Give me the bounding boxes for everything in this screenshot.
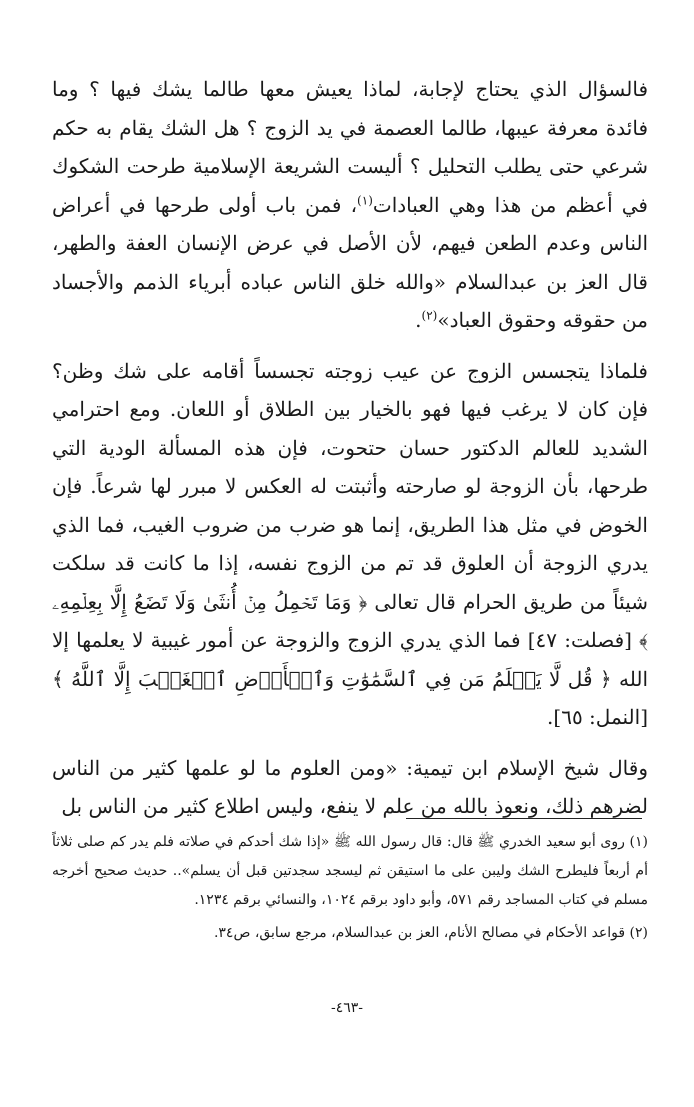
paragraph: وقال شيخ الإسلام ابن تيمية: «ومن العلوم ما لو علمها كثير من الناس لضرهم ذلك، ونعوذ بالله من علم لا ينفع، وليس اطلاع كثير من الناس بل: [52, 755, 648, 818]
footnote-divider: [406, 818, 642, 819]
page-number: -٤٦٣-: [330, 1000, 364, 1016]
main-text: [52, 70, 648, 826]
paragraph-text: فالسؤال الذي يحتاج لإجابة، لماذا يعيش معها طالما يشك فيها ؟ وما فائدة معرفة عيبها، طالما العصمة في يد الزوج ؟ هل الشك يقام به حكم شرعي حتى يطلب التحليل ؟ أليست الشريعة الإسلامية طرحت الشكوك في أعظم من هذا وهي العبادات: [52, 77, 648, 217]
footnote-ref-2: (٢): [421, 308, 438, 323]
paragraph: فلماذا يتجسس الزوج عن عيب زوجته تجسساً أقامه على شك وظن؟ فإن كان لا يرغب فيها فهو بالخيار بين الطلاق أو اللعان. ومع احترامي الشديد للعالم الدكتور حسان حتحوت، فإن هذه المسألة الودية التي طرحها، بأن الزوجة لو صارحته وأثبتت له العكس لا مبرر لها شرعاً. فإن الخوض في مثل هذا الطريق، إنما هو ضرب من ضروب الغيب، فما الذي يدري الزوجة أن العلوق قد تم من الزوج نفسه، إذا ما كانت قد سلكت شيئاً من طريق الحرام قال تعالى ﴿ وَمَا تَحۡمِلُ مِنۡ أُنثَىٰ وَلَا تَضَعُ إِلَّا بِعِلۡمِهِۦ ﴾ [فصلت: ٤٧] فما الذي يدري الزوج والزوجة عن أمور غيبية لا يعلمها إلا الله ﴿ قُل لَّا يَعۡلَمُ مَن فِي ٱلسَّمَٰوَٰتِ وَٱلۡأَرۡضِ ٱلۡغَيۡبَ إِلَّا ٱللَّهُ ﴾ [النمل: ٦٥].: [52, 358, 648, 729]
paragraph-text: .: [415, 308, 422, 332]
footnote-ref-1: (١): [357, 192, 373, 207]
paragraph: [52, 70, 648, 340]
footnote-2: (٢) قواعد الأحكام في مصالح الأنام، العز بن عبدالسلام، مرجع سابق، ص٣٤.: [213, 925, 648, 941]
paragraph-text: ، فمن باب أولى طرحها في أعراض الناس وعدم الطعن فيهم، لأن الأصل في عرض الإنسان العفة والطهر، قال العز بن عبدالسلام «والله خلق الناس عباده أبرياء الذمم والأجساد من حقوقه وحقوق العباد»: [52, 192, 648, 332]
footnote-1: (١) روى أبو سعيد الخدري ﷺ قال: قال رسول الله ﷺ «إذا شك أحدكم في صلاته فلم يدر كم صلى ثلاثاً أم أربعاً فليطرح الشك وليبن على ما استيقن ثم ليسجد سجدتين قبل أن يسلم».. حديث صحيح أخرجه مسلم في كتاب المساجد رقم ٥٧١، وأبو داود برقم ١٠٢٤، والنسائي برقم ١٢٣٤.: [52, 834, 648, 908]
footnotes: [52, 828, 648, 952]
